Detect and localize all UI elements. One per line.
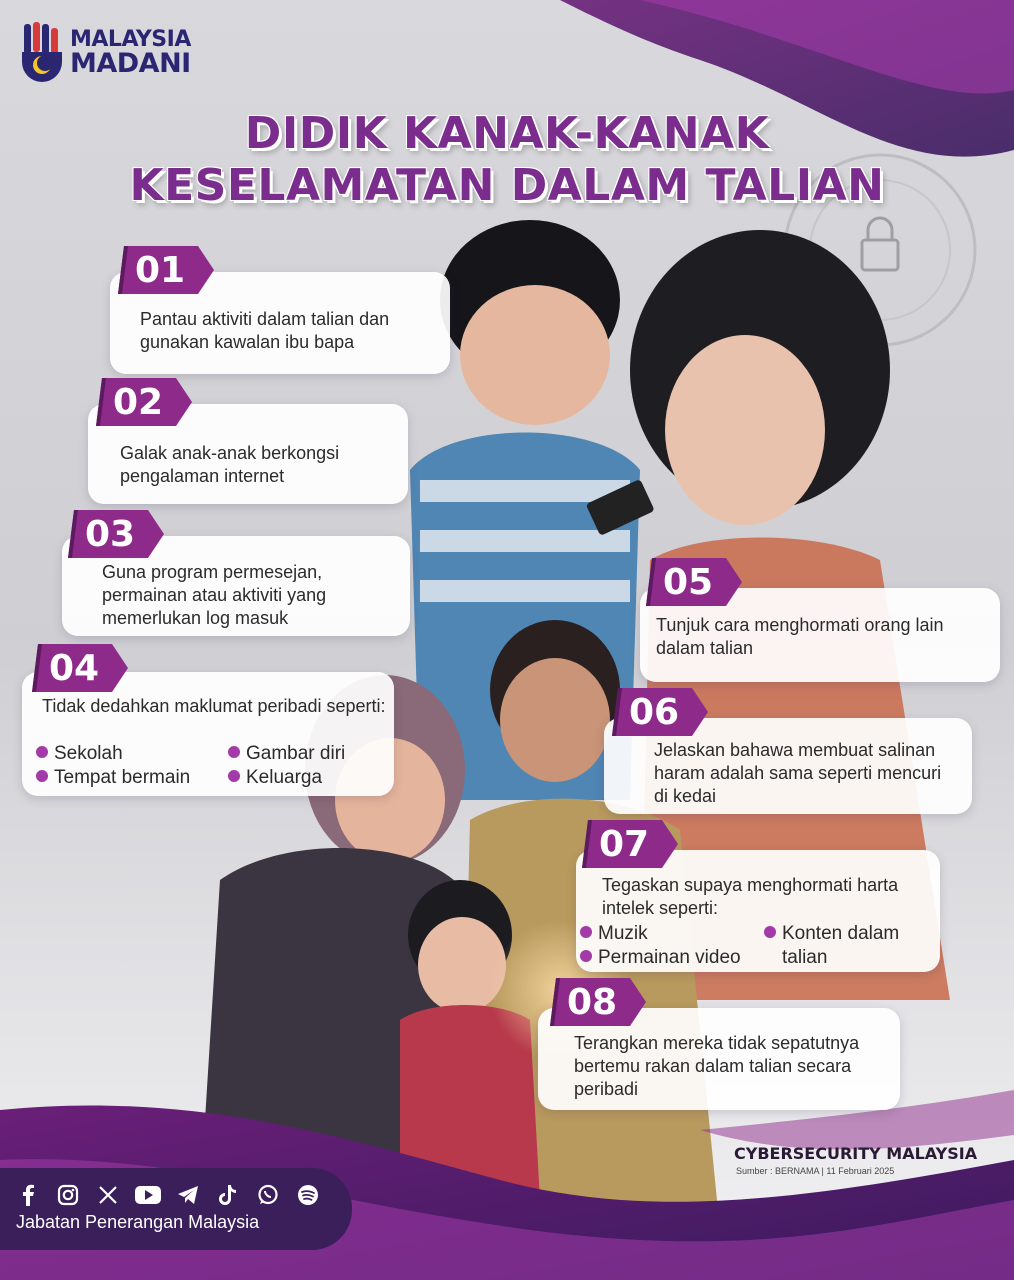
credit-source: Sumber : BERNAMA | 11 Februari 2025 [736, 1166, 895, 1176]
tip-number: 03 [84, 513, 136, 555]
facebook-icon[interactable] [14, 1182, 42, 1208]
instagram-icon[interactable] [54, 1182, 82, 1208]
page-title-line1: DIDIK KANAK-KANAK [244, 108, 770, 159]
tip-number: 08 [566, 981, 618, 1023]
x-icon[interactable] [94, 1182, 122, 1208]
bullet-item: Konten dalam [764, 922, 899, 946]
credit-organization: CYBERSECURITY MALAYSIA [734, 1144, 978, 1163]
brand-line1: MALAYSIA [70, 27, 191, 52]
tip-number-badge [612, 688, 708, 736]
tip-text: Tegaskan supaya menghormati harta intelek seperti: [602, 875, 899, 918]
footer-bar [0, 1168, 352, 1250]
bullet-item: Permainan video [580, 946, 741, 970]
malaysia-madani-logo [20, 22, 210, 84]
bullet-item: Tempat bermain [36, 766, 190, 790]
youtube-icon[interactable] [134, 1182, 162, 1208]
tip-text: Galak anak-anak berkongsi pengalaman internet [120, 443, 340, 486]
bullet-item: Muzik [580, 922, 648, 946]
tiktok-icon[interactable] [214, 1182, 242, 1208]
bullet-item-continuation: talian [782, 947, 828, 968]
telegram-icon[interactable] [174, 1182, 202, 1208]
whatsapp-icon[interactable] [254, 1182, 282, 1208]
bullet-item: Sekolah [36, 742, 123, 766]
tip-number: 05 [662, 561, 714, 603]
social-icons [14, 1182, 322, 1208]
tip-text: Pantau aktiviti dalam talian dan gunakan kawalan ibu bapa [140, 309, 390, 352]
agency-name: Jabatan Penerangan Malaysia [16, 1212, 260, 1232]
tip-number: 01 [134, 249, 186, 291]
madani-emblem-icon [20, 22, 64, 84]
tip-number: 07 [598, 823, 650, 865]
bullet-item: Keluarga [228, 766, 322, 790]
tip-text: Terangkan mereka tidak sepatutnya bertemu rakan dalam talian secara peribadi [574, 1033, 860, 1099]
brand-line2: MADANI [70, 48, 191, 79]
bullet-item: Gambar diri [228, 742, 345, 766]
tip-number-badge [118, 246, 214, 294]
tip-number: 02 [112, 381, 164, 423]
tip-number-badge [96, 378, 192, 426]
tip-text: Tidak dedahkan maklumat peribadi seperti: [42, 696, 386, 716]
brand-name [70, 27, 191, 79]
tip-number-badge [646, 558, 742, 606]
tip-number-badge [550, 978, 646, 1026]
tip-number-badge [32, 644, 128, 692]
spotify-icon[interactable] [294, 1182, 322, 1208]
tip-number: 04 [48, 647, 100, 689]
page-title-line2: KESELAMATAN DALAM TALIAN [129, 160, 885, 211]
tip-text: Jelaskan bahawa membuat salinan haram adalah sama seperti mencuri di kedai [654, 740, 942, 806]
tip-number-badge [582, 820, 678, 868]
tip-number-badge [68, 510, 164, 558]
tip-text: Guna program permesejan, permainan atau aktiviti yang memerlukan log masuk [102, 562, 327, 628]
tip-number: 06 [628, 691, 680, 733]
tip-text: Tunjuk cara menghormati orang lain dalam talian [656, 615, 944, 658]
